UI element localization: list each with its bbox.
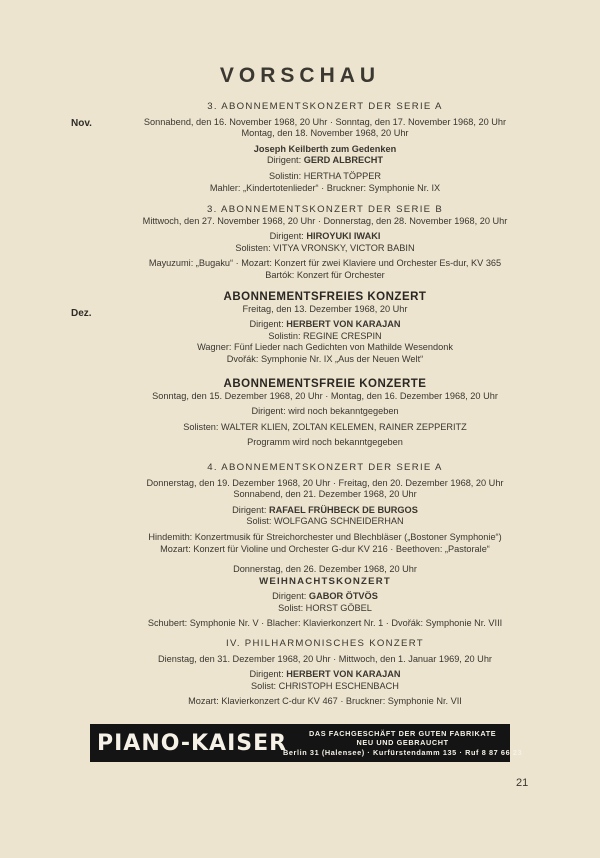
date-line: Donnerstag, den 19. Dezember 1968, 20 Uhr · Freitag, den 20. Dezember 1968, 20 Uhr [146,477,504,488]
piano-kaiser-advertisement [90,724,523,762]
ad-tagline: DAS FACHGESCHÄFT DER GUTEN FABRIKATE [308,728,497,738]
conductor-label: Dirigent: [272,591,307,602]
conductor-line [60,231,590,243]
program-line: Mayuzumi: „Bugaku“ · Mozart: Konzert für zwei Klaviere und Orchester Es-dur, KV 365 [148,258,502,269]
ad-brand-name: PIANO-KAISER [97,730,288,756]
program-line: Dvořák: Symphonie Nr. IX „Aus der Neuen Welt“ [226,353,424,364]
page-number: 21 [516,777,529,789]
ad-tagline-sub: NEU UND GEBRAUCHT [356,738,449,748]
concert-block-6 [60,564,590,630]
conductor-name: HERBERT VON KARAJAN [286,319,401,330]
concert-block-7 [60,638,590,708]
conductor-name: GABOR ÖTVÖS [308,591,378,602]
program-line: Mozart: Konzert für Violine und Orchester G-dur KV 216 · Beethoven: „Pastorale“ [160,543,490,554]
soloists-line: Solisten: VITYA VRONSKY, VICTOR BABIN [235,242,415,253]
program-line: Hindemith: Konzertmusik für Streichorchester und Blechbläser („Bostoner Symphonie“) [148,531,502,542]
conductor-label: Dirigent: [266,155,302,166]
conductor-line [60,591,590,603]
conductor-line: Dirigent: wird noch bekanntgegeben [251,406,399,417]
page-title: VORSCHAU [219,64,381,87]
conductor-name: GERD ALBRECHT [303,155,384,166]
month-label-nov: Nov. [71,118,92,129]
soloist-line: Solistin: HERTHA TÖPPER [269,170,381,181]
conductor-line [60,505,590,517]
concert-block-3 [60,292,590,366]
conductor-line [60,319,590,331]
date-line: Donnerstag, den 26. Dezember 1968, 20 Uhr [233,564,417,574]
date-line: Sonnabend, den 16. November 1968, 20 Uhr · Sonntag, den 17. November 1968, 20 Uhr [143,116,507,127]
soloist-line: Solist: HORST GÖBEL [278,602,372,613]
conductor-name: RAFAEL FRÜHBECK DE BURGOS [268,504,418,515]
date-line: Sonntag, den 15. Dezember 1968, 20 Uhr · Montag, den 16. Dezember 1968, 20 Uhr [152,390,498,401]
concert-block-1 [60,101,590,194]
conductor-name: HERBERT VON KARAJAN [286,669,401,680]
date-line: Sonnabend, den 21. Dezember 1968, 20 Uhr [233,489,417,500]
conductor-label: Dirigent: [269,231,304,242]
program-line: Programm wird noch bekanntgegeben [247,437,403,448]
ad-details [283,729,528,757]
soloist-line: Solistin: REGINE CRESPIN [268,330,382,341]
conductor-label: Dirigent: [232,504,267,515]
concert-block-5 [60,462,590,555]
series-heading: 3. ABONNEMENTSKONZERT DER SERIE B [206,204,444,215]
concert-headline: ABONNEMENTSFREIES KONZERT [223,291,427,303]
concert-headline: ABONNEMENTSFREIE KONZERTE [223,378,427,390]
conductor-label: Dirigent: [249,319,284,330]
memorial-line: Joseph Keilberth zum Gedenken [253,143,397,154]
month-label-dez: Dez. [71,308,92,319]
soloists-line: Solisten: WALTER KLIEN, ZOLTAN KELEMEN, RAINER ZEPPERITZ [183,421,467,432]
date-line: Freitag, den 13. Dezember 1968, 20 Uhr [242,303,408,314]
program-line: Schubert: Symphonie Nr. V · Blacher: Klavierkonzert Nr. 1 · Dvořák: Symphonie Nr. VIII [147,618,503,629]
series-heading: 3. ABONNEMENTSKONZERT DER SERIE A [207,101,443,112]
series-heading: IV. PHILHARMONISCHES KONZERT [226,638,424,649]
program-line: Mozart: Klavierkonzert C-dur KV 467 · Bruckner: Symphonie Nr. VII [188,696,462,707]
ad-address: Berlin 31 (Halensee) · Kurfürstendamm 135 · Ruf 8 87 66 23 [283,747,523,757]
concert-block-2 [60,204,590,282]
soloist-line: Solist: CHRISTOPH ESCHENBACH [251,680,399,691]
conductor-name: HIROYUKI IWAKI [306,231,381,242]
soloist-line: Solist: WOLFGANG SCHNEIDERHAN [246,516,404,527]
program-line: Wagner: Fünf Lieder nach Gedichten von Mathilde Wesendonk [197,342,453,353]
program-line: Mahler: „Kindertotenlieder“ · Bruckner: Symphonie Nr. IX [209,182,441,193]
conductor-line [60,155,590,167]
series-heading: 4. ABONNEMENTSKONZERT DER SERIE A [207,462,443,473]
concert-block-4 [60,379,590,449]
concert-headline: WEIHNACHTSKONZERT [259,575,391,587]
conductor-label: Dirigent: [249,669,284,680]
program-line: Bartók: Konzert für Orchester [265,269,385,280]
date-line: Dienstag, den 31. Dezember 1968, 20 Uhr · Mittwoch, den 1. Januar 1969, 20 Uhr [157,653,492,664]
date-line: Mittwoch, den 27. November 1968, 20 Uhr · Donnerstag, den 28. November 1968, 20 Uhr [142,215,508,226]
date-line: Montag, den 18. November 1968, 20 Uhr [241,128,409,139]
conductor-line [60,669,590,681]
